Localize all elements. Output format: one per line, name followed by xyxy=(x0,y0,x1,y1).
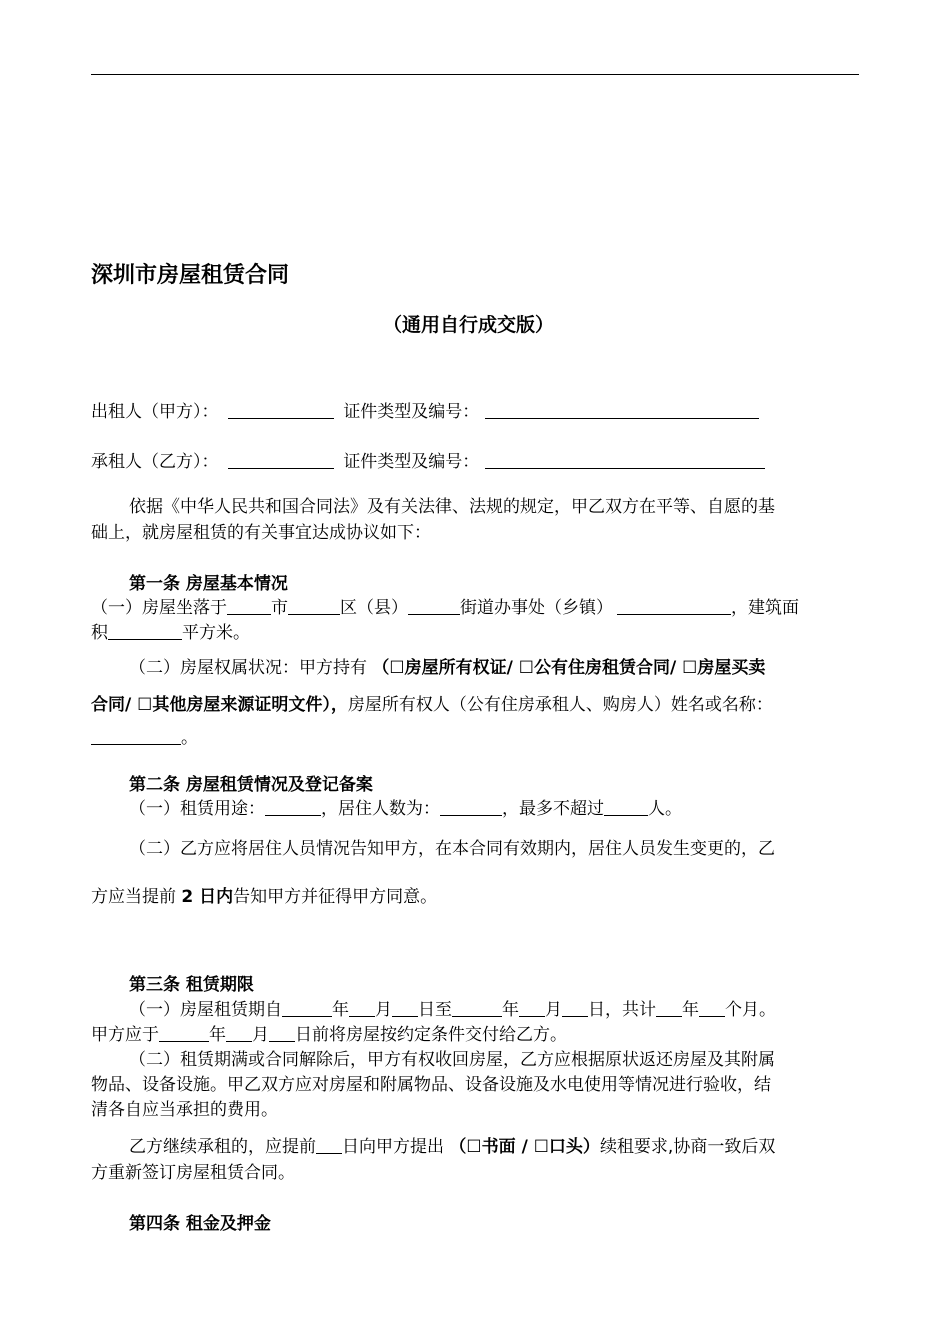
ownership-options-cont[interactable]: 合同/ ☐其他房屋来源证明文件）， xyxy=(91,695,348,715)
article-3-p3-line-1 xyxy=(129,1135,775,1159)
start-year-blank[interactable] xyxy=(282,998,332,1017)
subdistrict-blank[interactable] xyxy=(617,596,731,615)
text: 日前将房屋按约定条件交付给乙方。 xyxy=(295,1025,567,1045)
article-1-p2-line-3 xyxy=(91,726,198,750)
text: 。 xyxy=(181,728,198,748)
text: 月 xyxy=(545,1000,562,1020)
article-3-p3-line-2: 方重新签订房屋租赁合同。 xyxy=(91,1163,295,1183)
lessor-id-blank[interactable] xyxy=(485,400,759,419)
delivery-day-blank[interactable] xyxy=(269,1023,295,1042)
end-year-blank[interactable] xyxy=(452,998,502,1017)
lessee-line xyxy=(91,450,765,474)
residents-blank[interactable] xyxy=(440,797,502,816)
article-3-p2-line-3: 清各自应当承担的费用。 xyxy=(91,1100,278,1120)
article-2-p2-line-2 xyxy=(91,885,437,909)
lessee-label: 承租人（乙方）： xyxy=(91,452,219,472)
text: 个月。 xyxy=(725,1000,776,1020)
text: （一）房屋坐落于 xyxy=(91,598,227,618)
article-3-p2-line-2: 物品、设备设施。甲乙双方应对房屋和附属物品、设备设施及水电使用等情况进行验收，结 xyxy=(91,1075,771,1095)
text: ，最多不超过 xyxy=(502,799,604,819)
lessee-name-blank[interactable] xyxy=(228,450,334,469)
end-month-blank[interactable] xyxy=(519,998,545,1017)
start-month-blank[interactable] xyxy=(349,998,375,1017)
text: 2 日内 xyxy=(181,887,234,907)
text: 日至 xyxy=(418,1000,452,1020)
text: 年 xyxy=(502,1000,519,1020)
article-4-heading: 第四条 租金及押金 xyxy=(129,1214,271,1234)
text: 人。 xyxy=(648,799,682,819)
preamble-line-1: 依据《中华人民共和国合同法》及有关法律、法规的规定，甲乙双方在平等、自愿的基 xyxy=(129,497,775,517)
text: 平方米。 xyxy=(182,623,250,643)
header-rule xyxy=(91,74,859,75)
article-2-p2-line-1: （二）乙方应将居住人员情况告知甲方，在本合同有效期内，居住人员发生变更的，乙 xyxy=(129,839,775,859)
lessee-id-label: 证件类型及编号： xyxy=(343,452,480,472)
article-2-p1 xyxy=(129,797,682,821)
text: ，居住人数为： xyxy=(321,799,440,819)
start-day-blank[interactable] xyxy=(392,998,418,1017)
article-1-heading: 第一条 房屋基本情况 xyxy=(129,574,288,594)
renewal-days-blank[interactable] xyxy=(316,1135,342,1154)
text: 年 xyxy=(332,1000,349,1020)
article-1-p2-line-1 xyxy=(129,656,765,680)
max-residents-blank[interactable] xyxy=(604,797,648,816)
article-2-heading: 第二条 房屋租赁情况及登记备案 xyxy=(129,775,373,795)
owner-name-blank[interactable] xyxy=(91,726,181,745)
total-months-blank[interactable] xyxy=(699,998,725,1017)
article-3-p2-line-1: （二）租赁期满或合同解除后，甲方有权收回房屋，乙方应根据原状返还房屋及其附属 xyxy=(129,1050,775,1070)
purpose-blank[interactable] xyxy=(265,797,321,816)
delivery-year-blank[interactable] xyxy=(159,1023,209,1042)
area-blank[interactable] xyxy=(108,621,182,640)
text: 年 xyxy=(209,1025,226,1045)
renewal-method-options[interactable]: （☐书面 / ☐口头） xyxy=(449,1137,600,1157)
article-3-heading: 第三条 租赁期限 xyxy=(129,975,254,995)
lessor-name-blank[interactable] xyxy=(228,400,334,419)
text: （一）房屋租赁期自 xyxy=(129,1000,282,1020)
preamble-line-2: 础上，就房屋租赁的有关事宜达成协议如下： xyxy=(91,523,431,543)
lessor-label: 出租人（甲方）： xyxy=(91,402,219,422)
article-3-p1-line-2 xyxy=(91,1023,567,1047)
text: 续租要求,协商一致后双 xyxy=(599,1137,776,1157)
ownership-options[interactable]: （☐房屋所有权证/ ☐公有住房租赁合同/ ☐房屋买卖 xyxy=(372,658,766,678)
article-1-p1-line-2 xyxy=(91,621,250,645)
lessor-id-label: 证件类型及编号： xyxy=(343,402,480,422)
street-blank[interactable] xyxy=(408,596,460,615)
text: 告知甲方并征得甲方同意。 xyxy=(233,887,438,907)
article-1-p2-line-2 xyxy=(91,693,773,717)
delivery-month-blank[interactable] xyxy=(226,1023,252,1042)
text: 积 xyxy=(91,623,108,643)
text: 乙方继续承租的，应提前 xyxy=(129,1137,316,1157)
text: 街道办事处（乡镇） xyxy=(460,598,613,618)
text: 方应当提前 xyxy=(91,887,182,907)
text: （一）租赁用途： xyxy=(129,799,265,819)
end-day-blank[interactable] xyxy=(562,998,588,1017)
article-1-p1-line-1 xyxy=(91,596,799,620)
text: 甲方应于 xyxy=(91,1025,159,1045)
lessee-id-blank[interactable] xyxy=(485,450,765,469)
text: 月 xyxy=(252,1025,269,1045)
text: （二）房屋权属状况：甲方持有 xyxy=(129,658,373,678)
text: 市 xyxy=(271,598,288,618)
text: 年 xyxy=(682,1000,699,1020)
document-title: 深圳市房屋租赁合同 xyxy=(91,263,290,288)
text: 月 xyxy=(375,1000,392,1020)
text: 区（县） xyxy=(340,598,408,618)
text: ，建筑面 xyxy=(731,598,799,618)
article-3-p1-line-1 xyxy=(129,998,776,1022)
lessor-line xyxy=(91,400,759,424)
text: 房屋所有权人（公有住房承租人、购房人）姓名或名称： xyxy=(347,695,773,715)
city-blank[interactable] xyxy=(227,596,271,615)
total-years-blank[interactable] xyxy=(656,998,682,1017)
district-blank[interactable] xyxy=(288,596,340,615)
text: 日，共计 xyxy=(588,1000,656,1020)
text: 日向甲方提出 xyxy=(342,1137,450,1157)
document-subtitle: （通用自行成交版） xyxy=(383,314,555,336)
